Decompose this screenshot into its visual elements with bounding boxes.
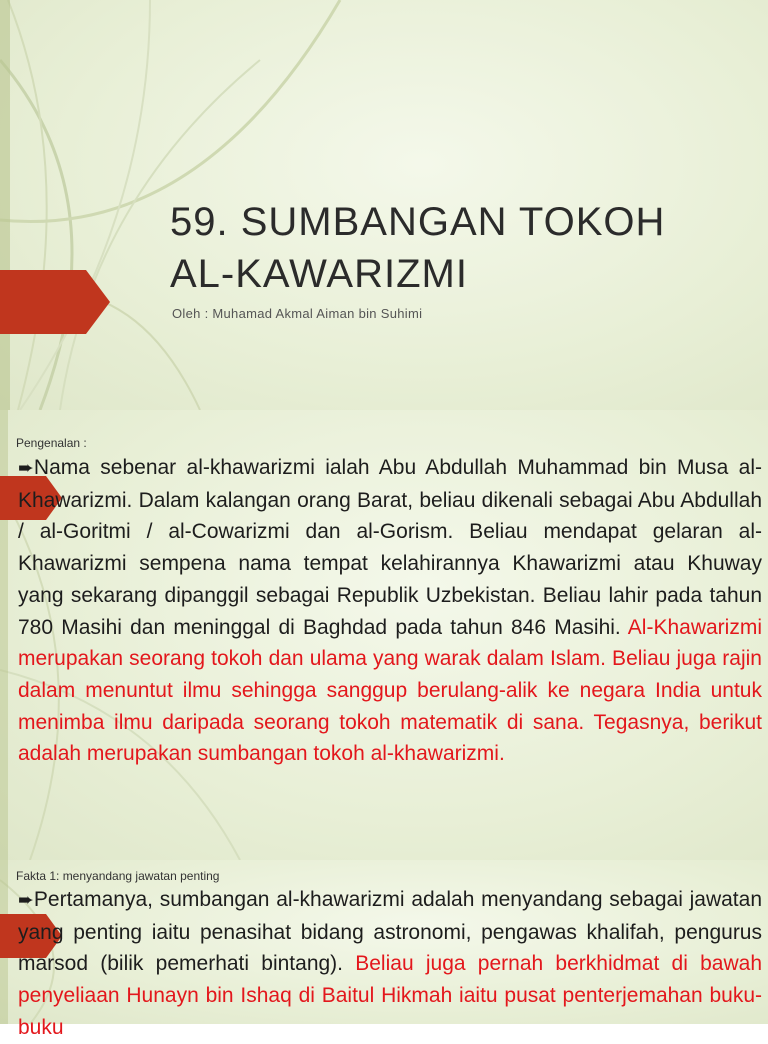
title-line-2: AL-KAWARIZMI [170, 252, 468, 296]
bullet-arrow-icon: ➨ [18, 458, 34, 479]
section-caption: Fakta 1: menyandang jawatan penting [16, 869, 220, 883]
fact-text: Pertamanya, sumbangan al-khawarizmi adalah menyandang sebagai jawatan yang penting iaitu penasihat bidang astronomi, pengawas khalifah, pengurus marsod (bilik pemerhati bintang). [18, 888, 762, 976]
intro-text: Nama sebenar al-khawarizmi ialah Abu Abdullah Muhammad bin Musa al-Khawarizmi. Dalam kalangan orang Barat, beliau dikenali sebagai Abu Abdullah / al-Goritmi / al-Cowarizmi dan al-Gorism. Beliau mendapat gelaran al-Khawarizmi sempena nama tempat kelahirannya Khawarizmi atau Khuway yang sekarang dipanggil sebagai Republik Uzbekistan. Beliau lahir pada tahun 780 Masihi dan meninggal di Baghdad pada tahun 846 Masihi. [18, 456, 762, 639]
title-line-1: 59. SUMBANGAN TOKOH [170, 200, 666, 244]
author-subtitle: Oleh : Muhamad Akmal Aiman bin Suhimi [172, 306, 423, 321]
title-slide [0, 0, 768, 410]
intro-text-highlight: Al-Khawarizmi merupakan seorang tokoh dan ulama yang warak dalam Islam. Beliau juga rajin dalam menuntut ilmu sehingga sanggup berulang-alik ke negara India untuk menimba ilmu daripada seorang tokoh matematik di sana. Tegasnya, berikut adalah merupakan sumbangan tokoh al-khawarizmi. [18, 615, 762, 766]
bullet-arrow-icon: ➨ [18, 890, 34, 911]
fact-paragraph [18, 884, 762, 1044]
fact-text-highlight: Beliau juga pernah berkhidmat di bawah penyeliaan Hunayn bin Ishaq di Baitul Hikmah iaitu pusat penterjemahan buku-buku [18, 952, 763, 1039]
fact-slide [0, 860, 768, 1039]
slide-title [170, 196, 665, 300]
arrow-icon [0, 270, 112, 334]
intro-paragraph [18, 452, 762, 770]
section-caption: Pengenalan : [16, 436, 87, 450]
intro-slide [0, 410, 768, 860]
